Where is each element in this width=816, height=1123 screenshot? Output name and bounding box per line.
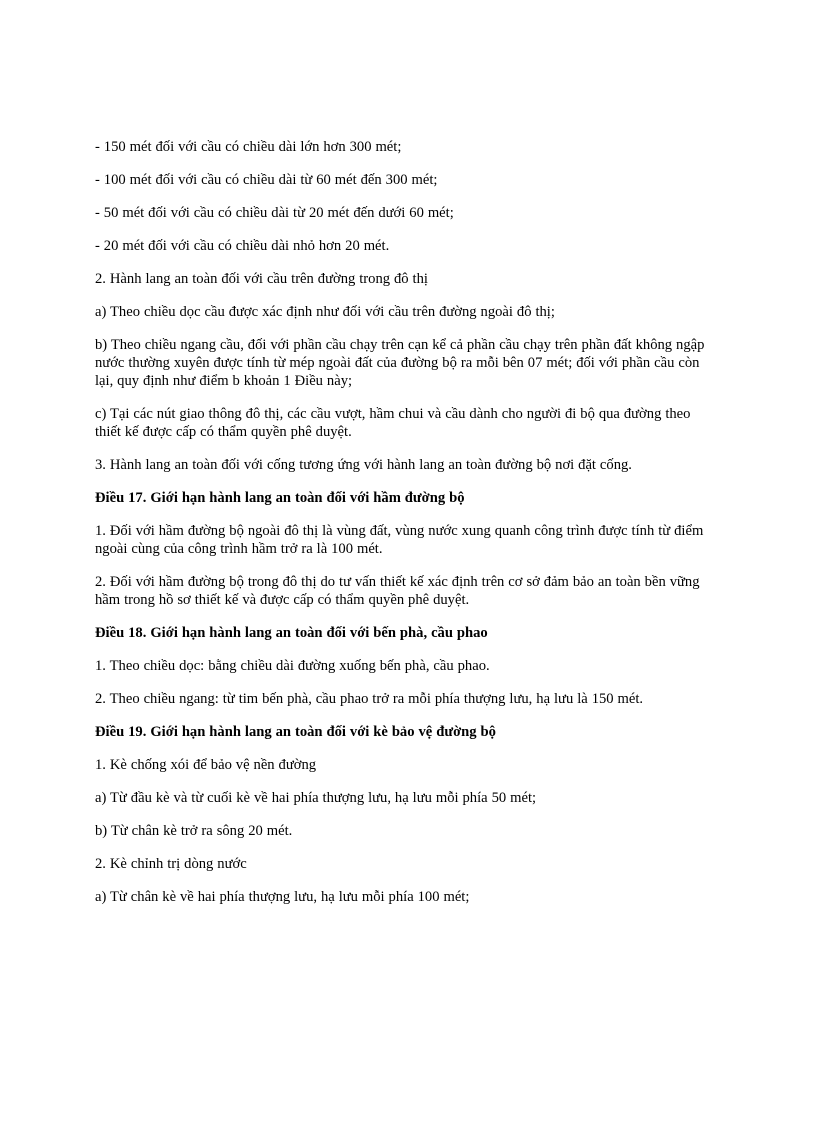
clause-paragraph: a) Từ đầu kè và từ cuối kè về hai phía thượng lưu, hạ lưu mỗi phía 50 mét; — [95, 790, 537, 806]
clause-paragraph: b) Theo chiều ngang cầu, đối với phần cầu chạy trên cạn kể cả phần cầu chạy trên phần đất không ngập nước thường xuyên được tính từ mép ngoài đất của đường bộ ra mỗi bên 07 mét; đối với phần cầu còn lại, quy định như điểm b khoản 1 Điều này; — [95, 337, 705, 389]
clause-paragraph: b) Từ chân kè trở ra sông 20 mét. — [95, 823, 293, 839]
clause-paragraph: 3. Hành lang an toàn đối với cống tương ứng với hành lang an toàn đường bộ nơi đặt cống. — [95, 457, 632, 473]
clause-paragraph: 1. Kè chống xói để bảo vệ nền đường — [95, 757, 317, 773]
list-item: - 20 mét đối với cầu có chiều dài nhỏ hơn 20 mét. — [95, 238, 390, 254]
list-item: - 150 mét đối với cầu có chiều dài lớn hơn 300 mét; — [95, 139, 402, 155]
clause-paragraph: 1. Đối với hầm đường bộ ngoài đô thị là vùng đất, vùng nước xung quanh công trình được tính từ điểm ngoài cùng của công trình hầm trở ra là 100 mét. — [95, 523, 704, 557]
list-item: - 50 mét đối với cầu có chiều dài từ 20 mét đến dưới 60 mét; — [95, 205, 454, 221]
clause-paragraph: c) Tại các nút giao thông đô thị, các cầu vượt, hầm chui và cầu dành cho người đi bộ qua đường theo thiết kế được cấp có thẩm quyền phê duyệt. — [95, 406, 691, 440]
list-item: - 100 mét đối với cầu có chiều dài từ 60 mét đến 300 mét; — [95, 172, 438, 188]
clause-paragraph: 2. Kè chỉnh trị dòng nước — [95, 856, 247, 872]
clause-paragraph: a) Theo chiều dọc cầu được xác định như đối với cầu trên đường ngoài đô thị; — [95, 304, 555, 320]
clause-paragraph: 2. Đối với hầm đường bộ trong đô thị do tư vấn thiết kế xác định trên cơ sở đảm bảo an toàn bền vững hầm trong hồ sơ thiết kế và được cấp có thẩm quyền phê duyệt. — [95, 574, 700, 608]
article-heading: Điều 19. Giới hạn hành lang an toàn đối với kè bảo vệ đường bộ — [95, 724, 496, 740]
document-body — [95, 138, 720, 921]
clause-paragraph: 2. Hành lang an toàn đối với cầu trên đường trong đô thị — [95, 271, 428, 287]
article-heading: Điều 18. Giới hạn hành lang an toàn đối với bến phà, cầu phao — [95, 625, 488, 641]
article-heading: Điều 17. Giới hạn hành lang an toàn đối với hầm đường bộ — [95, 490, 465, 506]
clause-paragraph: 1. Theo chiều dọc: bằng chiều dài đường xuống bến phà, cầu phao. — [95, 658, 490, 674]
clause-paragraph: 2. Theo chiều ngang: từ tim bến phà, cầu phao trở ra mỗi phía thượng lưu, hạ lưu là 150 mét. — [95, 691, 644, 707]
clause-paragraph: a) Từ chân kè về hai phía thượng lưu, hạ lưu mỗi phía 100 mét; — [95, 889, 470, 905]
